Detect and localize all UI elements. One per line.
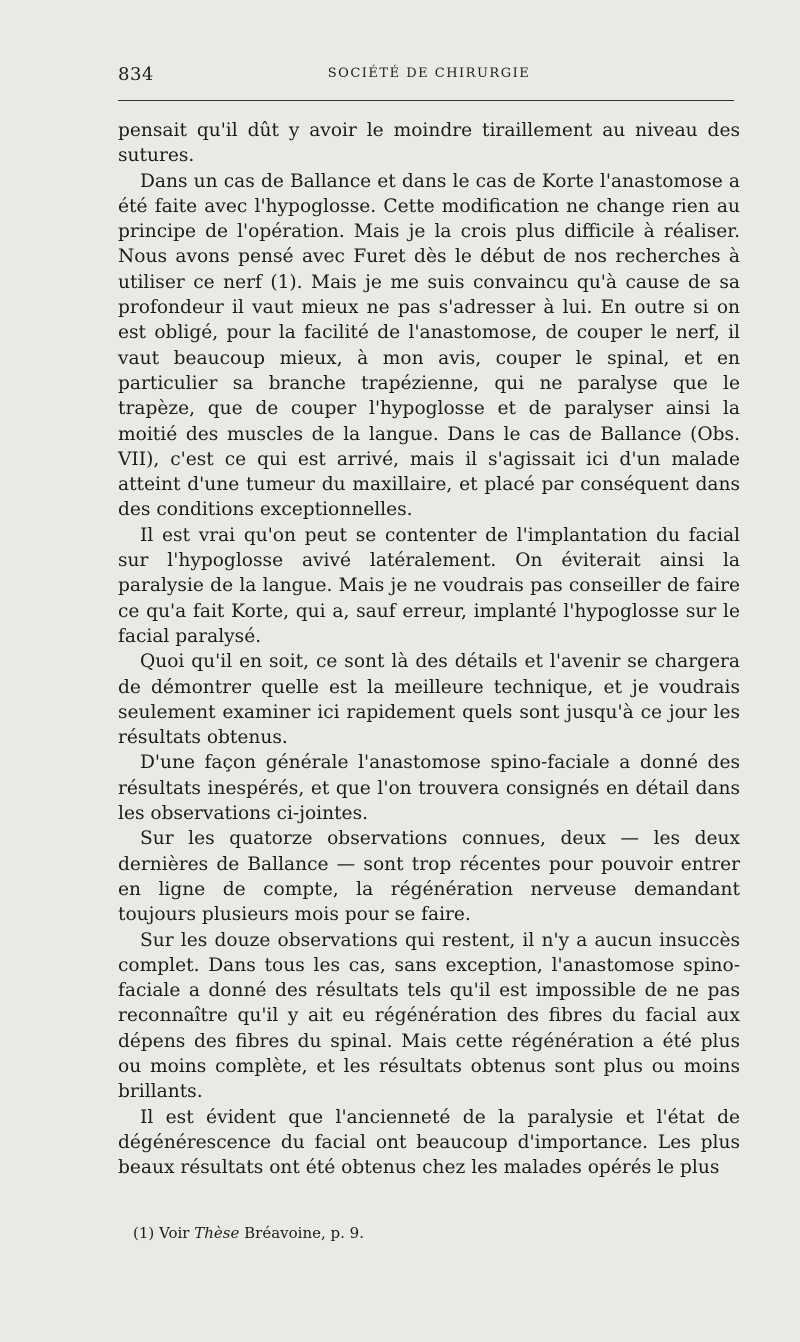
paragraph: Il est vrai qu'on peut se contenter de l'implantation du facial sur l'hypoglosse avivé latéralement. On éviterait ainsi la paralysie de la langue. Mais je ne voudrais pas conseiller de faire ce qu'a fait Korte, qui a, sauf erreur, implanté l'hypoglosse sur le facial paralysé. (118, 524, 740, 647)
paragraph: Quoi qu'il en soit, ce sont là des détails et l'avenir se chargera de démontrer quelle est la meilleure technique, et je voudrais seulement examiner ici rapidement quels sont jusqu'à ce jour les résultats obtenus. (118, 651, 740, 749)
footnote-italic: Thèse (194, 1224, 240, 1242)
paragraph: Il est évident que l'ancienneté de la paralysie et l'état de dégénérescence du facial ont beaucoup d'importance. Les plus beaux résultats ont été obtenus chez les malades opérés le plus (118, 1106, 740, 1179)
page-header (118, 58, 740, 88)
paragraph: Dans un cas de Ballance et dans le cas de Korte l'anastomose a été faite avec l'hypoglosse. Cette modification ne change rien au principe de l'opération. Mais je la crois plus difficile à réaliser. Nous avons pensé avec Furet dès le début de nos recherches à utiliser ce nerf (1). Mais je me suis convaincu qu'à cause de sa profondeur il vaut mieux ne pas s'adresser à lui. En outre si on est obligé, pour la facilité de l'anastomose, de couper le nerf, il vaut beaucoup mieux, à mon avis, couper le spinal, et en particulier sa branche trapézienne, qui ne paralyse que le trapèze, que de couper l'hypoglosse et de paralyser ainsi la moitié des muscles de la langue. Dans le cas de Ballance (Obs. VII), c'est ce qui est arrivé, mais il s'agissait ici d'un malade atteint d'une tumeur du maxillaire, et placé par conséquent dans des conditions exceptionnelles. (118, 170, 740, 521)
footnote-suffix: Bréavoine, p. 9. (239, 1224, 364, 1242)
paragraph: D'une façon générale l'anastomose spino-faciale a donné des résultats inespérés, et que l'on trouvera consignés en détail dans les observations ci-jointes. (118, 752, 740, 825)
paragraph: pensait qu'il dût y avoir le moindre tiraillement au niveau des sutures. (118, 120, 740, 167)
body-text (118, 118, 740, 1180)
footnote (133, 1224, 364, 1242)
paragraph: Sur les quatorze observations connues, deux — les deux dernières de Ballance — sont trop récentes pour pouvoir entrer en ligne de compte, la régénération nerveuse demandant toujours plusieurs mois pour se faire. (118, 828, 740, 926)
running-head: SOCIÉTÉ DE CHIRURGIE (327, 66, 531, 81)
page-number: 834 (118, 64, 154, 85)
footnote-prefix: (1) Voir (133, 1224, 195, 1242)
page (118, 58, 740, 1242)
paragraph: Sur les douze observations qui restent, il n'y a aucun insuccès complet. Dans tous les cas, sans exception, l'anastomose spino-faciale a donné des résultats tels qu'il est impossible de ne pas reconnaître qu'il y ait eu régénération des fibres du facial aux dépens des fibres du spinal. Mais cette régénération a été plus ou moins complète, et les résultats obtenus sont plus ou moins brillants. (118, 929, 740, 1103)
header-rule (118, 100, 734, 101)
